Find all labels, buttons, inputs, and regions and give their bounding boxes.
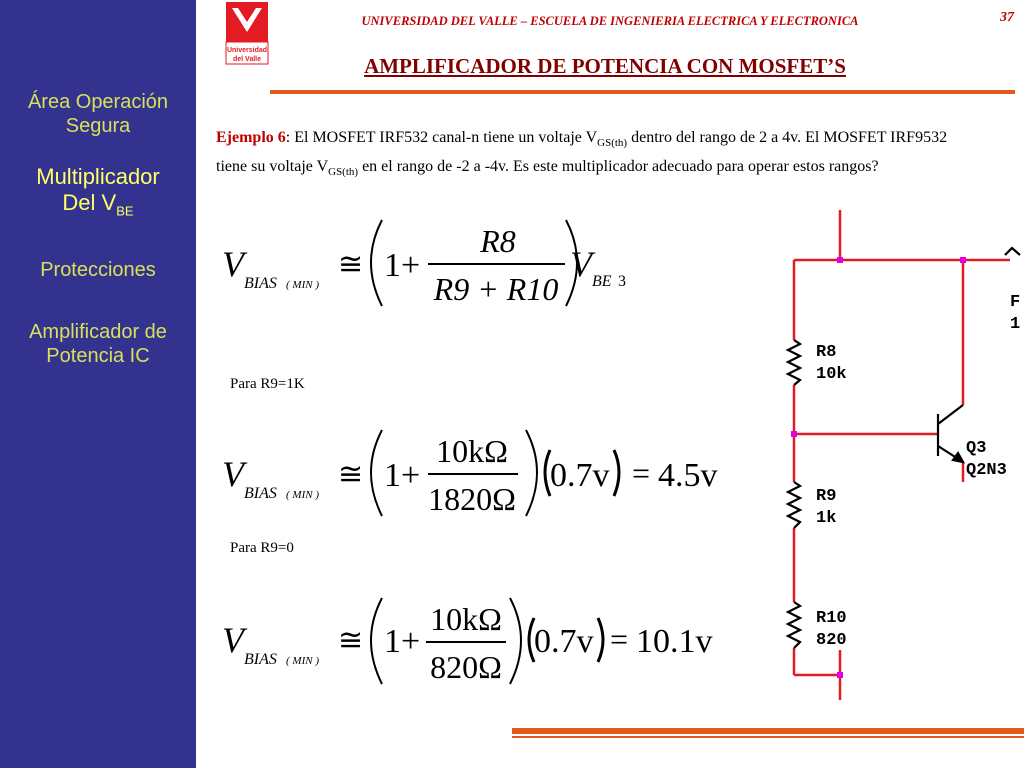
svg-text:3: 3 [618, 273, 626, 290]
sidebar-item-label: Multiplicador [36, 164, 160, 189]
svg-text:820Ω: 820Ω [430, 649, 502, 685]
page-number: 37 [1000, 10, 1014, 25]
svg-text:( MIN ): ( MIN ) [286, 655, 319, 667]
svg-text:( MIN ): ( MIN ) [286, 489, 319, 501]
svg-text:10.1v: 10.1v [636, 623, 713, 660]
q3-type: Q2N3 [966, 461, 1007, 480]
schematic-vbe-multiplier [760, 210, 1024, 700]
q3-name: Q3 [966, 439, 987, 458]
example-label: Ejemplo 6 [216, 129, 286, 146]
svg-text:=: = [610, 621, 629, 657]
note-r9-0: Para R9=0 [230, 540, 294, 556]
r8-name: R8 [816, 343, 837, 362]
svg-text:R9 + R10: R9 + R10 [433, 271, 559, 307]
label-right-2: 1 [1010, 315, 1021, 334]
svg-text:Universidad: Universidad [226, 47, 268, 54]
svg-text:1+: 1+ [384, 247, 421, 284]
page-title: AMPLIFICADOR DE POTENCIA CON MOSFET’S [364, 54, 846, 78]
svg-text:10kΩ: 10kΩ [436, 433, 508, 469]
university-logo [224, 2, 270, 66]
sidebar [0, 0, 196, 768]
note-r9-1k: Para R9=1K [230, 376, 305, 392]
svg-text:V: V [222, 620, 244, 660]
svg-text:BIAS: BIAS [244, 485, 277, 502]
label-right-1: F [1010, 293, 1021, 312]
equation-2 [210, 424, 750, 524]
svg-text:≅: ≅ [338, 248, 364, 281]
svg-text:1+: 1+ [384, 623, 421, 660]
svg-text:1+: 1+ [384, 457, 421, 494]
sidebar-item-label: Área Operación [27, 91, 169, 113]
bottom-divider [512, 728, 1024, 734]
sidebar-item-label: Protecciones [40, 259, 156, 281]
sidebar-item-area-operacion[interactable] [0, 90, 196, 138]
svg-text:0.7v: 0.7v [550, 457, 610, 494]
svg-text:( MIN ): ( MIN ) [286, 279, 319, 291]
sidebar-item-label: Amplificador de [29, 321, 167, 343]
bottom-divider-thin [512, 736, 1024, 738]
svg-text:V: V [570, 244, 592, 284]
title-divider [270, 90, 1015, 94]
r10-name: R10 [816, 609, 847, 628]
svg-text:4.5v: 4.5v [658, 457, 718, 494]
example-paragraph: Ejemplo 6: El MOSFET IRF532 canal-n tiene un voltaje $V_{GS(th)}$ dentro del rango de 2 a 4v. El MOSFET IRF9532 tiene su voltaje $V_{GS(th)}$ en el rango de -2 a -4v. Es este multiplicador adecuado para operar estos rangos? [216, 129, 948, 179]
svg-text:V: V [222, 244, 244, 284]
svg-text:10kΩ: 10kΩ [430, 601, 502, 637]
sidebar-item-label: Segura [65, 115, 131, 137]
sidebar-item-protecciones[interactable] [0, 258, 196, 282]
equation-1 [210, 212, 680, 312]
sidebar-item-amplificador-ic[interactable] [0, 320, 196, 368]
header-university: UNIVERSIDAD DEL VALLE – ESCUELA DE INGENIERIA ELECTRICA Y ELECTRONICA [361, 14, 859, 28]
svg-text:BIAS: BIAS [244, 275, 277, 292]
r10-value: 820 [816, 631, 847, 650]
sidebar-item-label: Del $V_{BE}$ [62, 190, 134, 219]
svg-text:=: = [632, 455, 651, 491]
sidebar-item-multiplicador[interactable] [0, 164, 196, 224]
r9-name: R9 [816, 487, 837, 506]
equation-3 [210, 596, 750, 696]
svg-text:BE: BE [592, 273, 612, 290]
svg-text:V: V [222, 454, 244, 494]
svg-text:BIAS: BIAS [244, 651, 277, 668]
sidebar-item-label: Potencia IC [46, 345, 150, 367]
svg-text:≅: ≅ [338, 624, 364, 657]
svg-text:1820Ω: 1820Ω [428, 481, 516, 517]
svg-text:≅: ≅ [338, 458, 364, 491]
svg-text:del Valle: del Valle [232, 56, 262, 63]
svg-text:R8: R8 [480, 223, 516, 259]
r9-value: 1k [816, 509, 837, 528]
svg-text:0.7v: 0.7v [534, 623, 594, 660]
r8-value: 10k [816, 365, 847, 384]
